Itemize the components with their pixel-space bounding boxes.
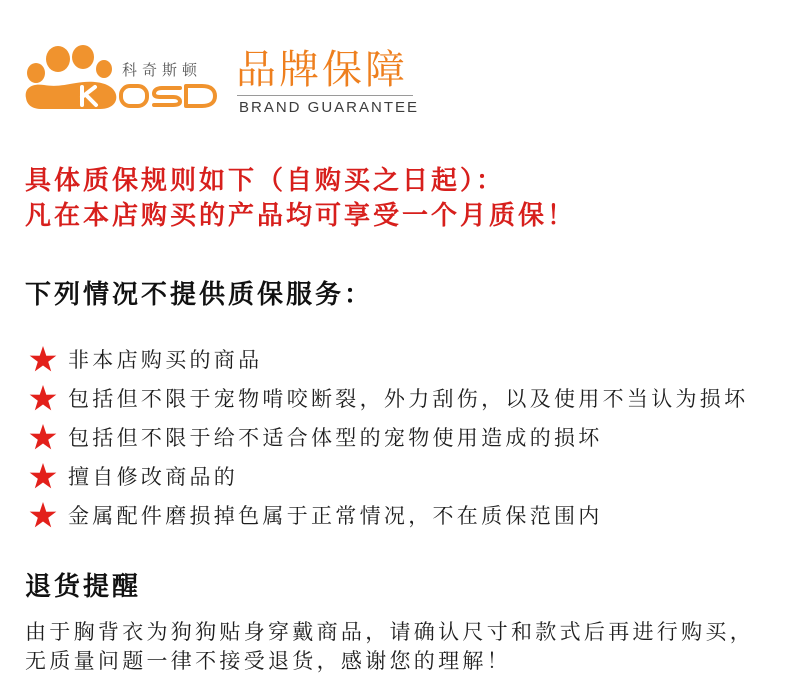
logo-letter-d (186, 86, 215, 106)
exclusion-item-text: 擅自修改商品的 (68, 465, 239, 490)
star-icon (28, 424, 58, 452)
exclusion-item (28, 379, 748, 418)
paw-print-icon (26, 45, 117, 109)
exclusion-item-text: 包括但不限于宠物啃咬断裂，外力刮伤，以及使用不当认为损坏 (68, 386, 749, 411)
return-notice-line: 由于胸背衣为狗狗贴身穿戴商品，请确认尺寸和款式后再进行购买， (25, 620, 754, 644)
star-icon (28, 463, 58, 491)
warranty-rule-line: 具体质保规则如下（自购买之日起）： (25, 166, 506, 196)
logo-letter-o (121, 86, 147, 106)
star-icon (28, 502, 58, 530)
exclusion-item-text: 包括但不限于给不适合体型的宠物使用造成的损坏 (68, 425, 603, 450)
exclusion-item (28, 497, 748, 536)
brand-logo-graphic (20, 40, 220, 115)
brand-logo (20, 40, 220, 115)
exclusion-item (28, 340, 748, 379)
exclusion-item (28, 458, 748, 497)
exclusion-item-text: 金属配件磨损掉色属于正常情况，不在质保范围内 (68, 504, 603, 529)
exclusions-heading: 下列情况不提供质保服务： (25, 280, 374, 310)
star-icon (28, 385, 58, 413)
page-subtitle: BRAND GUARANTEE (239, 99, 420, 116)
warranty-rule-line: 凡在本店购买的产品均可享受一个月质保！ (25, 201, 577, 231)
exclusions-list (28, 340, 748, 536)
exclusion-item (28, 418, 748, 457)
logo-letter-s (154, 88, 180, 105)
star-icon (28, 346, 58, 374)
warranty-rules (25, 164, 576, 234)
return-notice-heading: 退货提醒 (25, 572, 142, 602)
return-notice-text (25, 618, 754, 676)
page-title: 品牌保障 (236, 47, 408, 93)
title-divider (237, 95, 413, 96)
logo-cn-name: 科奇斯顿 (122, 61, 203, 79)
exclusion-item-text: 非本店购买的商品 (68, 347, 263, 372)
return-notice-line: 无质量问题一律不接受退货，感谢您的理解！ (25, 649, 511, 673)
